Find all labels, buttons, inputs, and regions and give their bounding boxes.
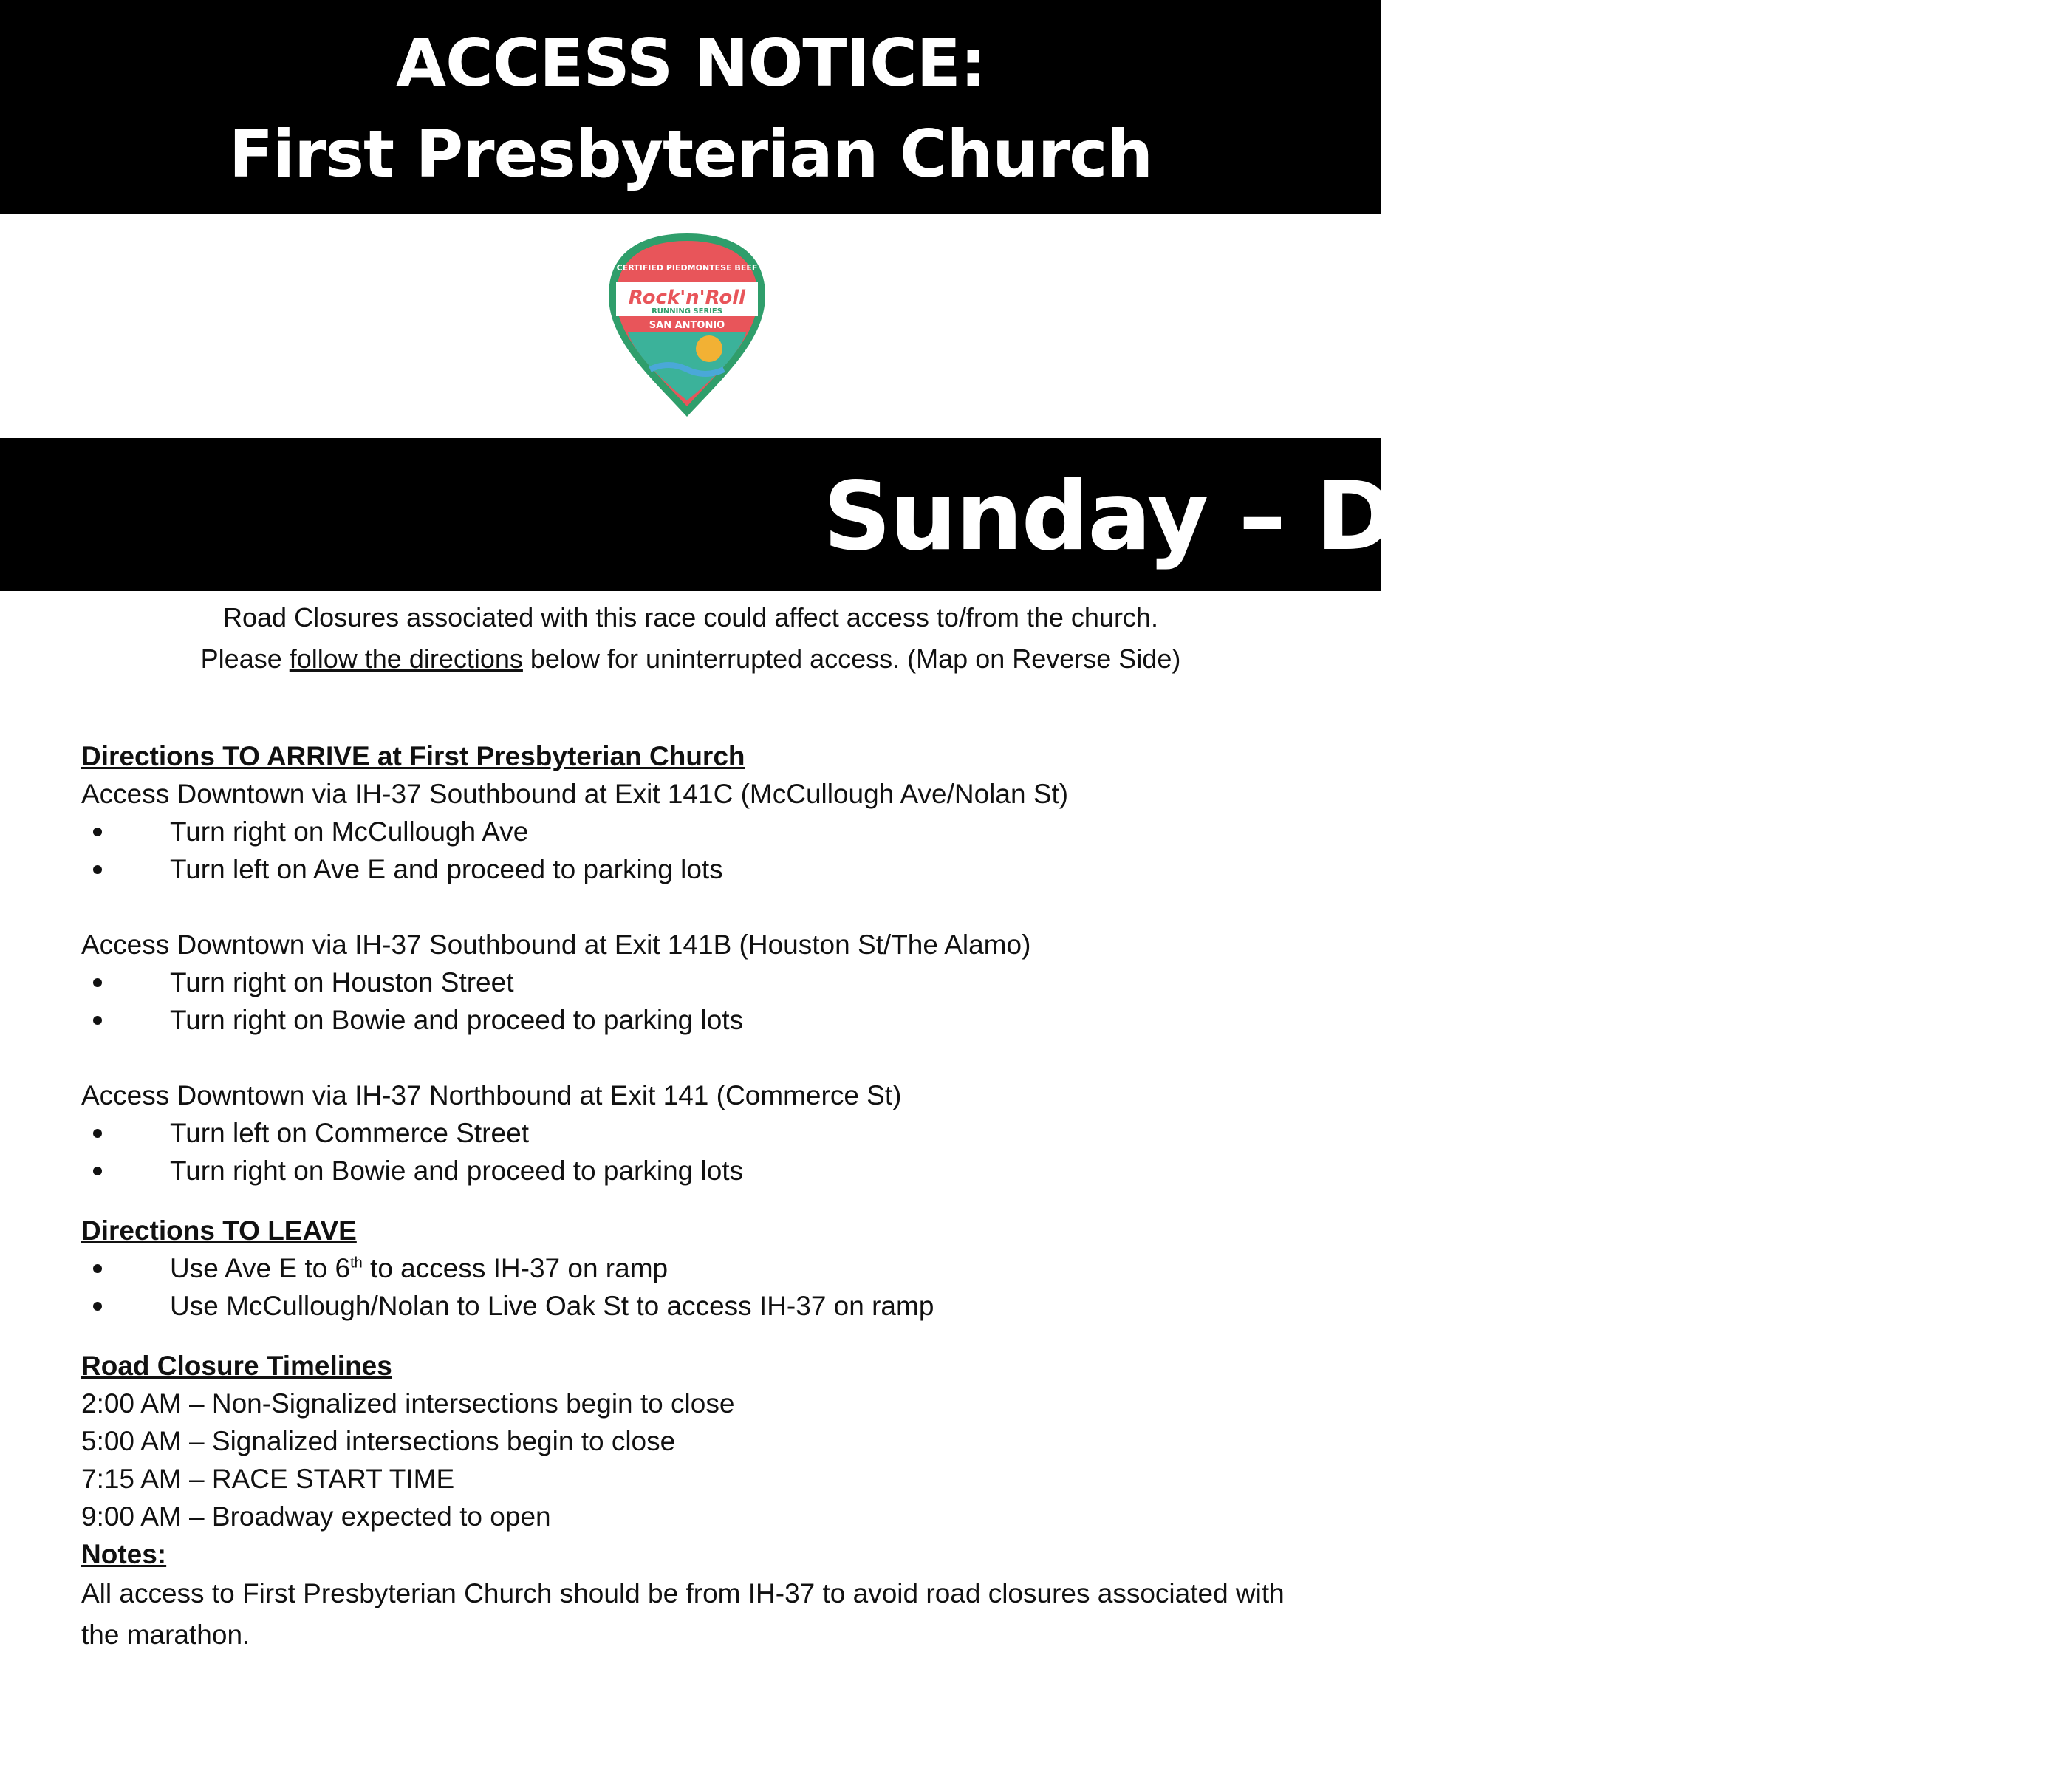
route-step: Turn right on Houston Street (155, 963, 1322, 1001)
route-label: Access Downtown via IH-37 Southbound at Exit 141B (Houston St/The Alamo) (81, 929, 1031, 960)
route-label: Access Downtown via IH-37 Northbound at Exit 141 (Commerce St) (81, 1080, 902, 1110)
route-141 (81, 1076, 1322, 1190)
route-step: Turn left on Ave E and proceed to parking lots (155, 850, 1322, 888)
notes-text: All access to First Presbyterian Church should be from IH-37 to avoid road closures associated with the marathon. (81, 1578, 1285, 1650)
route-step: Turn right on Bowie and proceed to parking lots (155, 1152, 1322, 1190)
title-line-1: ACCESS NOTICE: (396, 25, 985, 101)
route-label: Access Downtown via IH-37 Southbound at Exit 141C (McCullough Ave/Nolan St) (81, 779, 1069, 809)
intro-line-2 (0, 638, 1381, 680)
arrive-heading: Directions TO ARRIVE at First Presbyterian Church (81, 741, 745, 771)
leave-heading: Directions TO LEAVE (81, 1215, 357, 1246)
timeline-item: 9:00 AM – Broadway expected to open (81, 1501, 551, 1532)
route-141b (81, 926, 1322, 1039)
ordinal-suffix: th (350, 1255, 363, 1272)
intro-line-2-start: Please (200, 644, 290, 674)
leave-step-1-start: Use Ave E to 6 (170, 1253, 351, 1283)
spacer (81, 1325, 1322, 1347)
route-141c (81, 775, 1322, 888)
logo-city: SAN ANTONIO (649, 320, 725, 331)
leave-step: Use McCullough/Nolan to Live Oak St to access IH-37 on ramp (155, 1287, 1322, 1325)
intro-text (0, 597, 1381, 680)
route-step: Turn left on Commerce Street (155, 1114, 1322, 1152)
header-banner (0, 0, 1381, 214)
timeline-item: 5:00 AM – Signalized intersections begin to close (81, 1426, 676, 1456)
logo-brand: Rock'n'Roll (628, 287, 746, 309)
title-line-2: First Presbyterian Church (228, 116, 1153, 192)
date-banner (0, 438, 1940, 591)
route-steps (81, 963, 1322, 1039)
logo-sponsor: CERTIFIED PIEDMONTESE BEEF (616, 263, 758, 273)
route-step: Turn right on McCullough Ave (155, 813, 1322, 850)
leave-step (155, 1249, 1322, 1287)
leave-steps (81, 1249, 1322, 1325)
sun-icon (696, 335, 722, 362)
route-steps (81, 813, 1322, 888)
logo-series: RUNNING SERIES (652, 307, 722, 315)
leave-step-1-end: to access IH-37 on ramp (362, 1253, 669, 1283)
notes-heading: Notes: (81, 1539, 167, 1569)
route-steps (81, 1114, 1322, 1190)
spacer (81, 1190, 1322, 1212)
race-logo (598, 229, 776, 421)
timeline-item: 7:15 AM – RACE START TIME (81, 1464, 455, 1494)
intro-line-2-end: below for uninterrupted access. (Map on Reverse Side) (522, 644, 1181, 674)
spacer (81, 888, 1322, 926)
timelines-heading: Road Closure Timelines (81, 1351, 392, 1381)
follow-directions-emphasis: follow the directions (289, 644, 523, 674)
spacer (81, 1039, 1322, 1076)
route-step: Turn right on Bowie and proceed to parking lots (155, 1001, 1322, 1039)
event-date: Sunday – December 8 (823, 462, 1940, 572)
intro-line-1: Road Closures associated with this race could affect access to/from the church. (223, 602, 1158, 632)
directions-content (81, 737, 1322, 1656)
timeline-item: 2:00 AM – Non-Signalized intersections begin to close (81, 1388, 735, 1419)
